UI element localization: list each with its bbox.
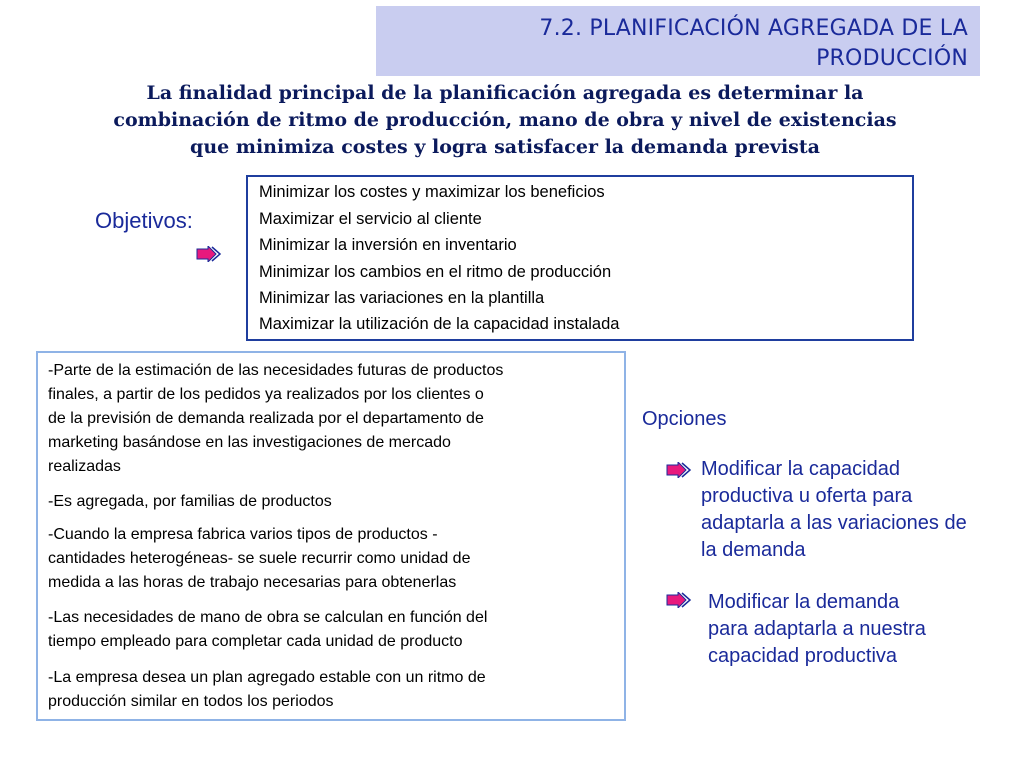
title-line-1: 7.2. PLANIFICACIÓN AGREGADA DE LA: [539, 16, 968, 41]
text-line: Modificar la capacidad: [701, 458, 900, 480]
text-line: la demanda: [701, 539, 806, 561]
option-modify-capacity: [701, 456, 967, 564]
text-line: tiempo empleado para completar cada unidad de producto: [48, 633, 463, 650]
text-line: capacidad productiva: [708, 645, 898, 667]
characteristics-box: [36, 351, 626, 721]
characteristic-paragraph: [48, 523, 470, 595]
double-arrow-icon: [196, 246, 222, 262]
objective-item: Maximizar la utilización de la capacidad instalada: [259, 315, 620, 333]
text-line: -Cuando la empresa fabrica varios tipos de productos -: [48, 526, 438, 543]
double-arrow-icon: [666, 462, 692, 478]
text-line: para adaptarla a nuestra: [708, 618, 926, 640]
options-label: Opciones: [642, 408, 727, 430]
text-line: de la previsión de demanda realizada por el departamento de: [48, 410, 484, 427]
text-line: -La empresa desea un plan agregado estable con un ritmo de: [48, 669, 486, 686]
text-line: -Las necesidades de mano de obra se calculan en función del: [48, 609, 488, 626]
text-line: realizadas: [48, 458, 121, 475]
text-line: finales, a partir de los pedidos ya realizados por los clientes o: [48, 386, 484, 403]
intro-line-2: combinación de ritmo de producción, mano de obra y nivel de existencias: [113, 109, 897, 131]
objective-item: Minimizar las variaciones en la plantilla: [259, 289, 545, 307]
objective-item: Minimizar los cambios en el ritmo de producción: [259, 263, 612, 281]
characteristic-paragraph: [48, 666, 486, 714]
text-line: producción similar en todos los periodos: [48, 693, 334, 710]
objectives-box: [246, 175, 914, 341]
text-line: cantidades heterogéneas- se suele recurrir como unidad de: [48, 550, 471, 567]
text-line: marketing basándose en las investigaciones de mercado: [48, 434, 451, 451]
characteristic-paragraph: [48, 359, 503, 479]
text-line: -Es agregada, por familias de productos: [48, 493, 332, 510]
objective-item: Minimizar los costes y maximizar los beneficios: [259, 183, 605, 201]
intro-line-1: La finalidad principal de la planificación agregada es determinar la: [146, 82, 864, 104]
characteristic-paragraph: [48, 606, 487, 654]
intro-text: [40, 80, 970, 161]
text-line: -Parte de la estimación de las necesidades futuras de productos: [48, 362, 504, 379]
text-line: medida a las horas de trabajo necesarias para obtenerlas: [48, 574, 457, 591]
text-line: Modificar la demanda: [708, 591, 900, 613]
objectives-label: Objetivos:: [95, 208, 193, 233]
title-line-2: PRODUCCIÓN: [816, 46, 968, 71]
objective-item: Minimizar la inversión en inventario: [259, 236, 517, 254]
characteristic-paragraph: [48, 490, 332, 514]
option-modify-demand: [708, 589, 926, 670]
title-banner: [376, 6, 980, 76]
text-line: adaptarla a las variaciones de: [701, 512, 967, 534]
double-arrow-icon: [666, 592, 692, 608]
objective-item: Maximizar el servicio al cliente: [259, 210, 482, 228]
intro-line-3: que minimiza costes y logra satisfacer la demanda prevista: [190, 136, 820, 158]
text-line: productiva u oferta para: [701, 485, 913, 507]
